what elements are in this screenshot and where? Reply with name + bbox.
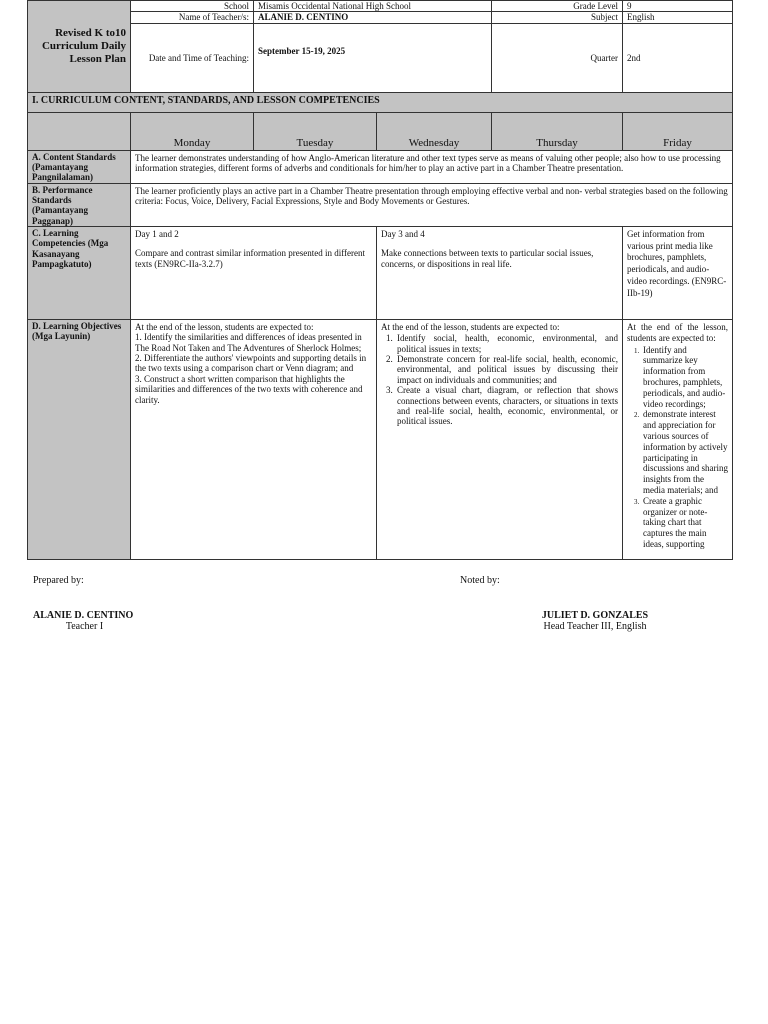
objectives-day1-2-intro: At the end of the lesson, students are expected to: <box>135 322 314 333</box>
preparer-name: ALANIE D. CENTINO <box>33 610 134 621</box>
competencies-label: C. Learning Competencies (Mga Kasanayang Pampagkatuto) <box>28 227 131 320</box>
plan-title: Revised K to10 Curriculum Daily Lesson Plan <box>28 1 131 93</box>
objectives-day1-2-line-3: 3. Construct a short written comparison that highlights the similarities and differences of the two texts with coherence and clarity. <box>135 373 363 405</box>
approver-name: JULIET D. GONZALES <box>541 610 649 621</box>
objectives-day5-item-2: 2. demonstrate interest and appreciation for various sources of information by actively participating in discussions and sharing insights from the media materials; and <box>641 409 728 495</box>
grade-level-label: Grade Level <box>492 1 623 12</box>
competencies-day3-4-heading: Day 3 and 4 <box>381 229 425 240</box>
subject-value: English <box>623 12 733 23</box>
quarter-value: 2nd <box>623 23 733 92</box>
content-standards-text: The learner demonstrates understanding of how Anglo-American literature and other text types serve as means of valuing other people; also how to use processing information strategies, different forms of adverbs and conditionals for him/her to play an active part in a Chamber Theatre presentation. <box>131 150 733 183</box>
competencies-day3-4 <box>377 227 623 320</box>
subject-label: Subject <box>492 12 623 23</box>
objectives-day5-item-1: 1. Identify and summarize key information from brochures, pamphlets, periodicals, and audio-video recordings; <box>641 345 728 410</box>
competencies-day1-2-heading: Day 1 and 2 <box>135 229 179 240</box>
objectives-day3-4-item-2: 2. Demonstrate concern for real-life social, health, economic, environmental, and political issues by discussing their impact on individuals and communities; and <box>395 354 618 385</box>
days-row-label-cell <box>28 112 131 150</box>
preparer-position: Teacher I <box>65 621 104 632</box>
objectives-day1-2 <box>131 320 377 560</box>
competencies-day5-text: Get information from various print media like brochures, pamphlets, periodicals, and audio-video recordings. (EN9RC-IIb-19) <box>623 227 733 320</box>
grade-level-value: 9 <box>623 1 733 12</box>
school-label: School <box>131 1 254 12</box>
date-time-label: Date and Time of Teaching: <box>131 23 254 92</box>
objectives-day3-4-item-3: 3. Create a visual chart, diagram, or reflection that shows connections between events, characters, or situations in texts and real-life social, health, economic, environmental, or political issues. <box>395 385 618 426</box>
date-time-value: September 15-19, 2025 <box>254 23 492 92</box>
school-value: Misamis Occidental National High School <box>254 1 492 12</box>
quarter-label: Quarter <box>492 23 623 92</box>
objectives-day3-4 <box>377 320 623 560</box>
objectives-day3-4-list <box>381 333 618 426</box>
objectives-day5-intro: At the end of the lesson, students are expected to: <box>627 322 729 343</box>
noted-by-label: Noted by: <box>460 575 500 586</box>
day-monday: Monday <box>131 112 254 150</box>
objectives-day3-4-intro: At the end of the lesson, students are expected to: <box>381 322 560 333</box>
objectives-day5 <box>623 320 733 560</box>
performance-standards-text: The learner proficiently plays an active part in a Chamber Theatre presentation through employing effective verbal and non- verbal strategies based on the following criteria: Focus, Voice, Delivery, Facial Expressions, Style and Body Movements or Gestures. <box>131 183 733 226</box>
teacher-label: Name of Teacher/s: <box>131 12 254 23</box>
day-tuesday: Tuesday <box>254 112 377 150</box>
lesson-plan-table <box>27 0 733 560</box>
content-standards-label: A. Content Standards (Pamantayang Pangnilalaman) <box>28 150 131 183</box>
performance-standards-label: B. Performance Standards (Pamantayang Pagganap) <box>28 183 131 226</box>
competencies-day3-4-text: Make connections between texts to particular social issues, concerns, or dispositions in real life. <box>381 248 594 269</box>
competencies-day1-2 <box>131 227 377 320</box>
objectives-day5-list <box>627 345 728 550</box>
objectives-label: D. Learning Objectives (Mga Layunin) <box>28 320 131 560</box>
day-friday: Friday <box>623 112 733 150</box>
prepared-by-label: Prepared by: <box>33 575 84 586</box>
competencies-day1-2-text: Compare and contrast similar information presented in different texts (EN9RC-IIa-3.2.7) <box>135 248 366 269</box>
day-thursday: Thursday <box>492 112 623 150</box>
lesson-plan-sheet <box>27 0 732 550</box>
day-wednesday: Wednesday <box>377 112 492 150</box>
teacher-value: ALANIE D. CENTINO <box>254 12 492 23</box>
objectives-day3-4-item-1: 1. Identify social, health, economic, environmental, and political issues in texts; <box>395 333 618 354</box>
objectives-day5-item-3: 3. Create a graphic organizer or note-taking chart that captures the main ideas, supporting <box>641 496 728 550</box>
approver-position: Head Teacher III, English <box>543 621 647 632</box>
objectives-day1-2-line-1: 1. Identify the similarities and differences of ideas presented in The Road Not Taken and The Adventures of Sherlock Holmes; <box>135 332 362 353</box>
section-heading: I. CURRICULUM CONTENT, STANDARDS, AND LESSON COMPETENCIES <box>28 92 733 112</box>
objectives-day1-2-line-2: 2. Differentiate the authors' viewpoints and supporting details in the two texts using a comparison chart or Venn diagram; and <box>135 353 367 374</box>
